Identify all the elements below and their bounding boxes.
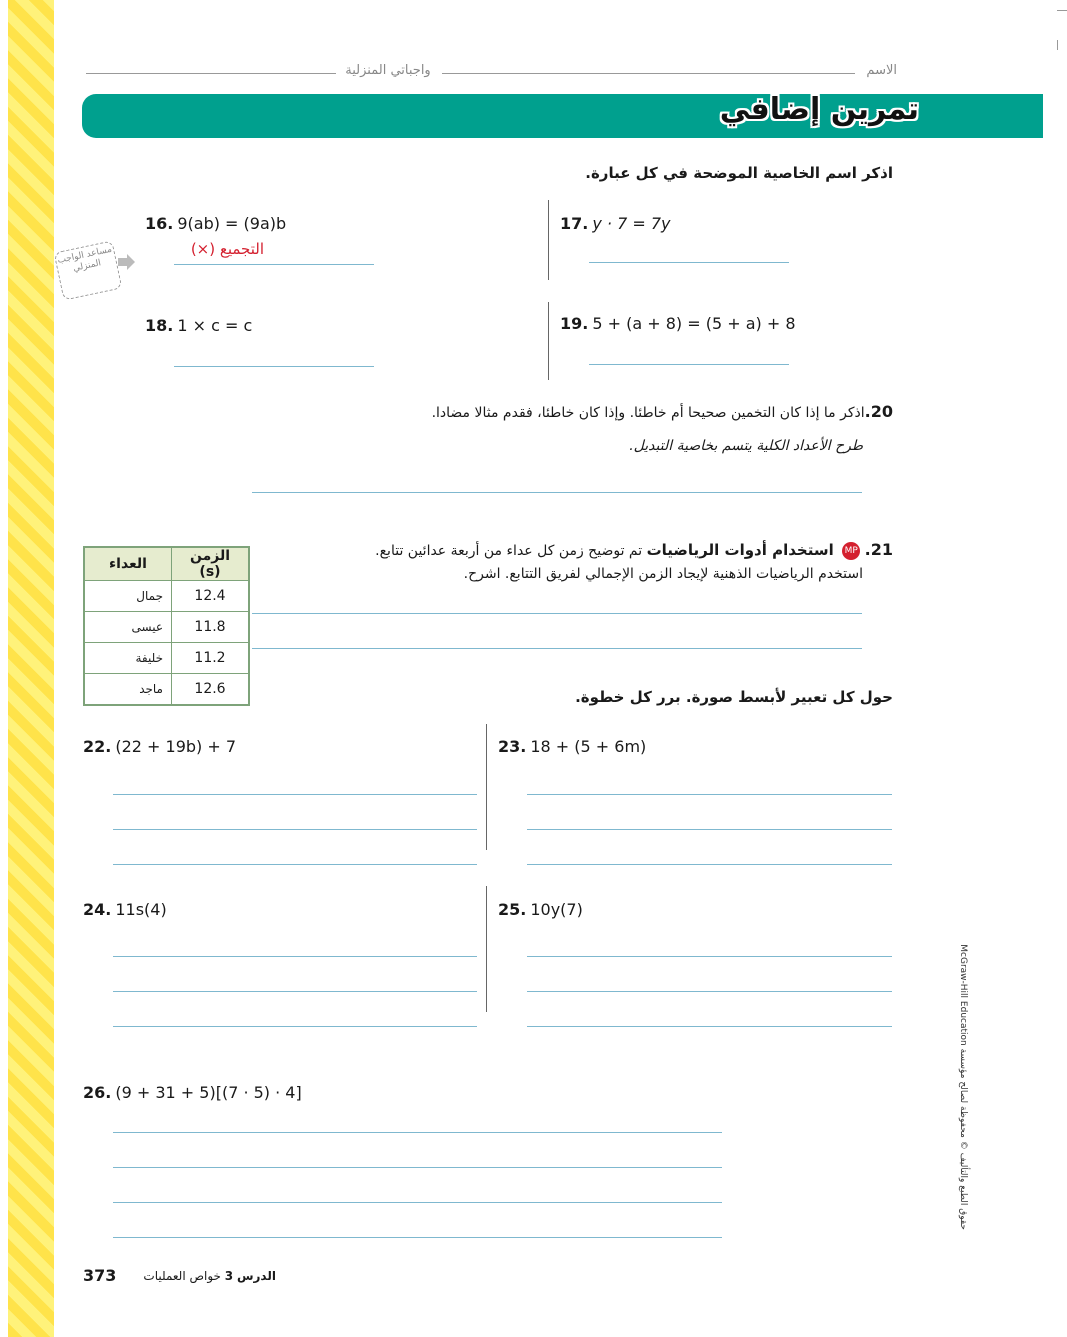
instructions-simplify: حول كل تعبير لأبسط صورة. برر كل خطوة. xyxy=(575,688,893,706)
problem-17 xyxy=(560,214,670,233)
problem-text: تم توضيح زمن كل عداء من أربعة عدائين تتابع. xyxy=(375,543,643,559)
answer-16: التجميع (×) xyxy=(190,240,264,258)
problem-20 xyxy=(333,402,893,421)
runner-name: جمال xyxy=(84,581,172,612)
lesson-number: 3 xyxy=(224,1269,234,1283)
answer-line[interactable] xyxy=(113,956,477,957)
problem-24 xyxy=(83,900,167,919)
answer-line[interactable] xyxy=(527,794,892,795)
table-header-row xyxy=(84,547,249,581)
answer-line[interactable] xyxy=(113,1237,722,1238)
problem-expression: 5 + (a + 8) = (5 + a) + 8 xyxy=(592,314,796,333)
answer-line[interactable] xyxy=(252,613,862,614)
problem-21-text2: استخدم الرياضيات الذهنية لإيجاد الزمن الإجمالي لفريق التتابع. اشرح. xyxy=(463,566,863,582)
lesson-title: خواص العمليات xyxy=(143,1269,221,1283)
homework-helper-label: مساعد الواجب المنزلي xyxy=(56,244,113,274)
answer-line[interactable] xyxy=(527,991,892,992)
problem-number: 20. xyxy=(864,402,893,421)
problem-23 xyxy=(498,737,646,756)
problem-18 xyxy=(145,316,252,335)
problem-title: استخدام أدوات الرياضيات xyxy=(646,541,834,559)
problem-number: 26. xyxy=(83,1083,112,1102)
problem-text: اذكر ما إذا كان التخمين صحيحا أم خاطئا. وإذا كان خاطئا، فقدم مثالا مضادا. xyxy=(431,405,865,421)
problem-number: 23. xyxy=(498,737,527,756)
crop-mark xyxy=(1057,40,1058,50)
instructions-properties: اذكر اسم الخاصية الموضحة في كل عبارة. xyxy=(585,164,893,182)
problem-expression: 1 × c = c xyxy=(177,316,253,335)
col-header-runner: العداء xyxy=(84,547,172,581)
column-divider xyxy=(486,886,487,1012)
problem-20-conjecture: طرح الأعداد الكلية يتسم بخاصية التبديل. xyxy=(629,438,863,454)
answer-line[interactable] xyxy=(113,1202,722,1203)
header-name-label: الاسم xyxy=(866,63,897,78)
homework-helper-tag xyxy=(54,240,123,300)
header-line-name xyxy=(442,73,855,74)
runner-time: 12.4 xyxy=(172,581,250,612)
arrow-right-icon xyxy=(118,254,136,270)
problem-expression: y · 7 = 7y xyxy=(592,214,671,233)
problem-number: 18. xyxy=(145,316,174,335)
runner-time: 11.2 xyxy=(172,643,250,674)
runner-name: خليفة xyxy=(84,643,172,674)
column-divider xyxy=(548,302,549,380)
answer-line[interactable] xyxy=(113,794,477,795)
header-line-left xyxy=(86,73,336,74)
answer-line[interactable] xyxy=(113,864,477,865)
footer-lesson xyxy=(126,1269,276,1283)
answer-line[interactable] xyxy=(113,1167,722,1168)
runner-time: 12.6 xyxy=(172,674,250,706)
lesson-label: الدرس xyxy=(236,1269,276,1283)
answer-line[interactable] xyxy=(174,264,374,265)
problem-22 xyxy=(83,737,236,756)
problem-expression: 18 + (5 + 6m) xyxy=(530,737,647,756)
answer-line[interactable] xyxy=(252,648,862,649)
answer-line[interactable] xyxy=(527,956,892,957)
runner-name: عيسى xyxy=(84,612,172,643)
problem-expression: 10y(7) xyxy=(530,900,583,919)
page-title: تمرين إضافي xyxy=(719,92,919,127)
problem-26 xyxy=(83,1083,302,1102)
table-row xyxy=(84,581,249,612)
column-divider xyxy=(486,724,487,850)
answer-line[interactable] xyxy=(113,991,477,992)
page-edge-stripe xyxy=(8,0,54,1337)
table-row xyxy=(84,674,249,706)
answer-line[interactable] xyxy=(113,1132,722,1133)
answer-line[interactable] xyxy=(174,366,374,367)
crop-mark xyxy=(1057,10,1067,11)
runners-table xyxy=(83,546,250,706)
problem-number: 25. xyxy=(498,900,527,919)
page-number: 373 xyxy=(83,1266,117,1285)
problem-expression: 11s(4) xyxy=(115,900,167,919)
problem-number: 16. xyxy=(145,214,174,233)
problem-expression: (9 + 31 + 5)[(7 · 5) · 4] xyxy=(115,1083,302,1102)
header-section: واجباتي المنزلية xyxy=(345,63,431,78)
answer-line[interactable] xyxy=(113,1026,477,1027)
problem-number: 19. xyxy=(560,314,589,333)
answer-line[interactable] xyxy=(527,864,892,865)
problem-19 xyxy=(560,314,796,333)
problem-number: 22. xyxy=(83,737,112,756)
table-row xyxy=(84,612,249,643)
copyright-notice: حقوق الطبع والتأليف © محفوظة لصالح مؤسسة McGraw-Hill Education xyxy=(958,944,968,1230)
problem-number: 24. xyxy=(83,900,112,919)
answer-line[interactable] xyxy=(527,829,892,830)
problem-expression: (22 + 19b) + 7 xyxy=(115,737,237,756)
column-divider xyxy=(548,200,549,280)
col-header-time: الزمن (s) xyxy=(172,547,250,581)
answer-line[interactable] xyxy=(589,364,789,365)
answer-line[interactable] xyxy=(113,829,477,830)
problem-21 xyxy=(313,540,893,560)
problem-16 xyxy=(145,214,286,233)
runner-time: 11.8 xyxy=(172,612,250,643)
problem-number: 17. xyxy=(560,214,589,233)
answer-line[interactable] xyxy=(589,262,789,263)
runner-name: ماجد xyxy=(84,674,172,706)
answer-line[interactable] xyxy=(252,492,862,493)
problem-number: 21. xyxy=(864,540,893,559)
answer-line[interactable] xyxy=(527,1026,892,1027)
problem-25 xyxy=(498,900,583,919)
math-practice-icon: MP xyxy=(842,542,860,560)
table-row xyxy=(84,643,249,674)
problem-expression: 9(ab) = (9a)b xyxy=(177,214,287,233)
